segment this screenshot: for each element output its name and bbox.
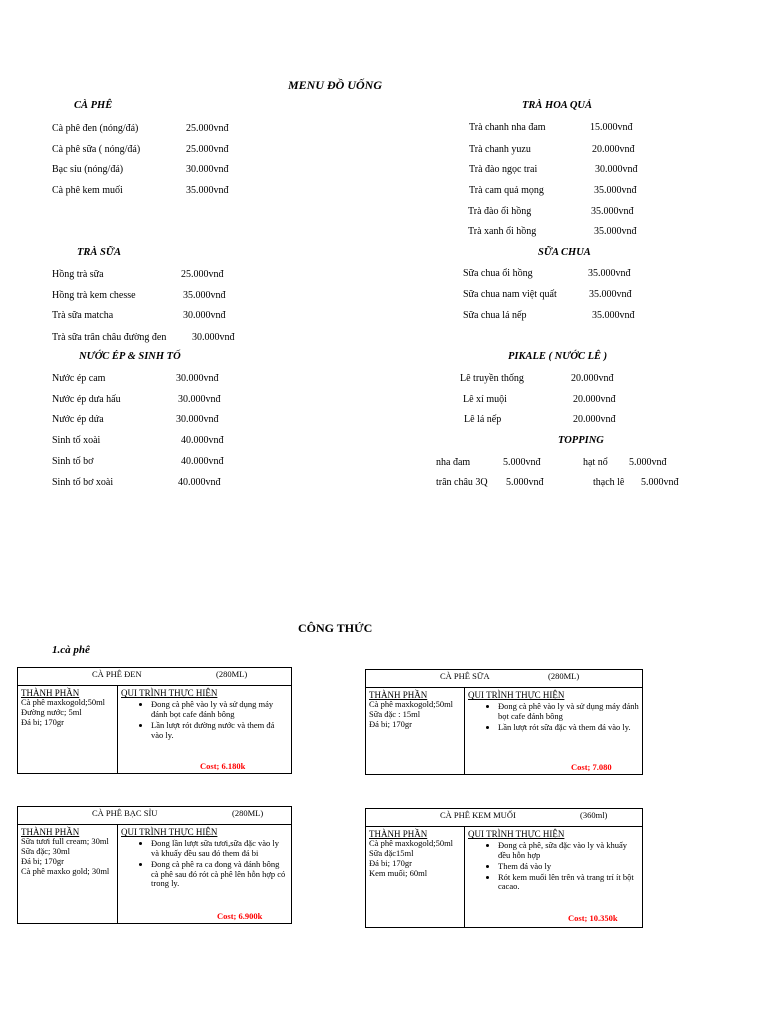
recipe-header <box>366 809 642 827</box>
process-step: • Lần lượt rót sữa đặc và them đá vào ly. <box>498 723 639 733</box>
recipe-cost: Cost; 10.350k <box>568 913 618 923</box>
menu-item-name: Cà phê kem muối <box>52 185 123 196</box>
menu-item-price: 35.000vnđ <box>591 206 634 217</box>
menu-item-name: Sữa chua ổi hồng <box>463 268 533 279</box>
menu-item-price: 30.000vnđ <box>595 164 638 175</box>
menu-item-price: 35.000vnđ <box>594 185 637 196</box>
ingredient: Cà phê maxkogold;50ml <box>369 699 454 710</box>
topping-name: hạt nổ <box>583 457 608 468</box>
ingredient: Sữa tươi full cream; 30ml <box>21 836 109 847</box>
recipe-header <box>18 668 291 686</box>
menu-item-price: 30.000vnđ <box>178 394 221 405</box>
menu-item-name: Lê xí muội <box>463 394 507 405</box>
recipe-cost: Cost; 6.180k <box>200 761 246 771</box>
section-title-pikale: PIKALE ( NƯỚC LÊ ) <box>508 351 608 362</box>
menu-item-price: 40.000vnđ <box>181 435 224 446</box>
menu-item-name: Nước ép cam <box>52 373 106 384</box>
menu-item-name: Bạc sỉu (nóng/đá) <box>52 164 124 175</box>
menu-item-name: Lê truyền thống <box>460 373 524 384</box>
recipe-volume: (280ML) <box>548 671 580 681</box>
ingredient: Đá bi; 170gr <box>21 855 64 866</box>
menu-item-name: Trà đào ngọc trai <box>469 164 538 175</box>
topping-name: trân châu 3Q <box>436 477 488 488</box>
menu-item-name: Nước ép dứa <box>52 414 104 425</box>
process-cell <box>118 825 291 923</box>
menu-item-price: 30.000vnđ <box>183 310 226 321</box>
ingredient: Cà phê maxkogold;50ml <box>21 697 106 708</box>
process-steps <box>121 839 288 889</box>
section-title-ca-phe: CÀ PHÊ <box>74 100 113 111</box>
process-step: • Đong cà phê vào ly và sử dụng máy đánh bọt cafe đánh bông <box>151 700 288 720</box>
process-label: QUI TRÌNH THỰC HIỆN <box>468 829 565 839</box>
ingredients-cell <box>366 827 465 927</box>
menu-item-name: Lê lá nếp <box>464 414 502 425</box>
menu-item-name: Sữa chua nam việt quất <box>463 289 557 300</box>
cong-thuc-title: CÔNG THỨC <box>298 621 373 635</box>
recipe-cost: Cost; 7.080 <box>571 762 612 772</box>
menu-item-price: 20.000vnđ <box>573 394 616 405</box>
recipe-header <box>366 670 642 688</box>
ingredient: Sữa đặc; 30ml <box>21 846 70 857</box>
process-steps <box>468 702 639 732</box>
process-step: • Đong lần lượt sữa tươi,sữa đặc vào ly và khuấy đều sau đó them đá bi <box>151 839 288 859</box>
menu-item-price: 35.000vnđ <box>592 310 635 321</box>
ingredient: Đá bi; 170gr <box>369 857 412 868</box>
menu-item-name: Trà đào ổi hồng <box>468 206 532 217</box>
menu-item-name: Trà xanh ổi hồng <box>468 226 537 237</box>
process-step: • Rót kem muối lên trên và trang trí ít bột cacao. <box>498 873 639 893</box>
menu-item-price: 25.000vnđ <box>186 144 229 155</box>
recipe-header <box>18 807 291 825</box>
recipe-volume: (360ml) <box>580 810 608 820</box>
menu-item-name: Cà phê sữa ( nóng/đá) <box>52 144 141 155</box>
recipe-volume: (280ML) <box>216 669 248 679</box>
ingredients-label: THÀNH PHẦN <box>369 829 428 839</box>
menu-item-name: Sinh tố bơ xoài <box>52 477 114 488</box>
menu-item-price: 30.000vnđ <box>176 373 219 384</box>
ingredient: Đá bi; 170gr <box>369 718 412 729</box>
ingredients-cell <box>18 686 118 773</box>
recipe-volume: (280ML) <box>232 808 264 818</box>
topping-name: nha đam <box>436 457 471 468</box>
ingredient: Đường nước; 5ml <box>21 707 82 718</box>
menu-item-price: 20.000vnđ <box>571 373 614 384</box>
recipe-cost: Cost; 6.900k <box>217 911 263 921</box>
recipe-name: CÀ PHÊ BẠC SỈU <box>92 808 158 818</box>
recipe-name: CÀ PHÊ KEM MUỐI <box>440 810 516 820</box>
process-step: • Đong cà phê, sữa đặc vào ly và khuấy đều hỗn hợp <box>498 841 639 861</box>
ingredient: Cà phê maxkogold;50ml <box>369 838 454 849</box>
ingredients-label: THÀNH PHẦN <box>21 827 80 837</box>
process-steps <box>468 841 639 892</box>
menu-item-name: Trà sữa matcha <box>52 310 114 321</box>
process-cell <box>118 686 291 773</box>
menu-title: MENU ĐỒ UỐNG <box>288 78 383 92</box>
section-title-tra-sua: TRÀ SỮA <box>77 247 122 258</box>
process-cell <box>465 827 642 927</box>
process-steps <box>121 700 288 740</box>
section-title-sua-chua: SỮA CHUA <box>538 247 591 258</box>
menu-item-name: Hồng trà kem chesse <box>52 290 136 301</box>
process-cell <box>465 688 642 774</box>
menu-item-name: Sữa chua lá nếp <box>463 310 527 321</box>
ingredients-label: THÀNH PHẦN <box>21 688 80 698</box>
menu-item-price: 35.000vnđ <box>183 290 226 301</box>
topping-price: 5.000vnđ <box>506 477 544 488</box>
ingredient: Sữa đặc : 15ml <box>369 709 421 720</box>
process-step: • Đong cà phê vào ly và sử dụng máy đánh bọt cafe đánh bông <box>498 702 639 722</box>
process-label: QUI TRÌNH THỰC HIỆN <box>468 690 565 700</box>
menu-item-price: 40.000vnđ <box>178 477 221 488</box>
menu-item-name: Sinh tố xoài <box>52 435 101 446</box>
menu-item-price: 35.000vnđ <box>186 185 229 196</box>
section-title-nuoc-ep: NƯỚC ÉP & SINH TỐ <box>79 351 181 362</box>
process-label: QUI TRÌNH THỰC HIỆN <box>121 827 218 837</box>
menu-item-price: 40.000vnđ <box>181 456 224 467</box>
topping-price: 5.000vnđ <box>641 477 679 488</box>
topping-price: 5.000vnđ <box>629 457 667 468</box>
menu-item-name: Trà cam quả mọng <box>469 185 544 196</box>
process-step: • Them đá vào ly <box>498 862 639 872</box>
menu-item-price: 20.000vnđ <box>573 414 616 425</box>
recipe-name: CÀ PHÊ ĐEN <box>92 669 142 679</box>
ingredient: Đá bi; 170gr <box>21 716 64 727</box>
ingredient: Sữa đặc15ml <box>369 848 414 859</box>
ingredients-cell <box>366 688 465 774</box>
topping-price: 5.000vnđ <box>503 457 541 468</box>
menu-item-price: 30.000vnđ <box>192 332 235 343</box>
section-title-topping: TOPPING <box>558 435 604 446</box>
menu-item-name: Trà chanh nha đam <box>469 122 546 133</box>
menu-item-name: Cà phê đen (nóng/đá) <box>52 123 139 134</box>
menu-item-price: 35.000vnđ <box>589 289 632 300</box>
process-step: • Đong cà phê ra ca đong và đánh bông cà phê sau đó rót cà phê lên hỗn hợp có trong ly. <box>151 860 288 889</box>
menu-item-price: 35.000vnđ <box>588 268 631 279</box>
menu-item-price: 20.000vnđ <box>592 144 635 155</box>
ingredient: Kem muối; 60ml <box>369 867 428 878</box>
section-title-tra-hoa-qua: TRÀ HOA QUẢ <box>522 100 593 111</box>
recipe-card-ca-phe-bac-siu <box>17 806 292 924</box>
recipe-name: CÀ PHÊ SỮA <box>440 671 490 681</box>
menu-item-price: 15.000vnđ <box>590 122 633 133</box>
topping-name: thạch lê <box>593 477 625 488</box>
menu-item-price: 35.000vnđ <box>594 226 637 237</box>
menu-item-name: Trà sữa trân châu đường đen <box>52 332 167 343</box>
ingredient: Cà phê maxko gold; 30ml <box>21 865 110 876</box>
sub-title: 1.cà phê <box>52 644 90 656</box>
menu-item-price: 30.000vnđ <box>186 164 229 175</box>
process-label: QUI TRÌNH THỰC HIỆN <box>121 688 218 698</box>
recipe-card-ca-phe-sua <box>365 669 643 775</box>
menu-item-price: 25.000vnđ <box>181 269 224 280</box>
recipe-card-ca-phe-kem-muoi <box>365 808 643 928</box>
menu-item-name: Trà chanh yuzu <box>469 144 531 155</box>
menu-item-price: 25.000vnđ <box>186 123 229 134</box>
recipe-card-ca-phe-den <box>17 667 292 774</box>
menu-item-name: Sinh tố bơ <box>52 456 94 467</box>
ingredients-cell <box>18 825 118 923</box>
menu-item-price: 30.000vnđ <box>176 414 219 425</box>
menu-item-name: Hồng trà sữa <box>52 269 104 280</box>
menu-item-name: Nước ép dưa hấu <box>52 394 121 405</box>
process-step: • Lần lượt rót đường nước và them đá vào ly. <box>151 721 288 741</box>
ingredients-label: THÀNH PHẦN <box>369 690 428 700</box>
